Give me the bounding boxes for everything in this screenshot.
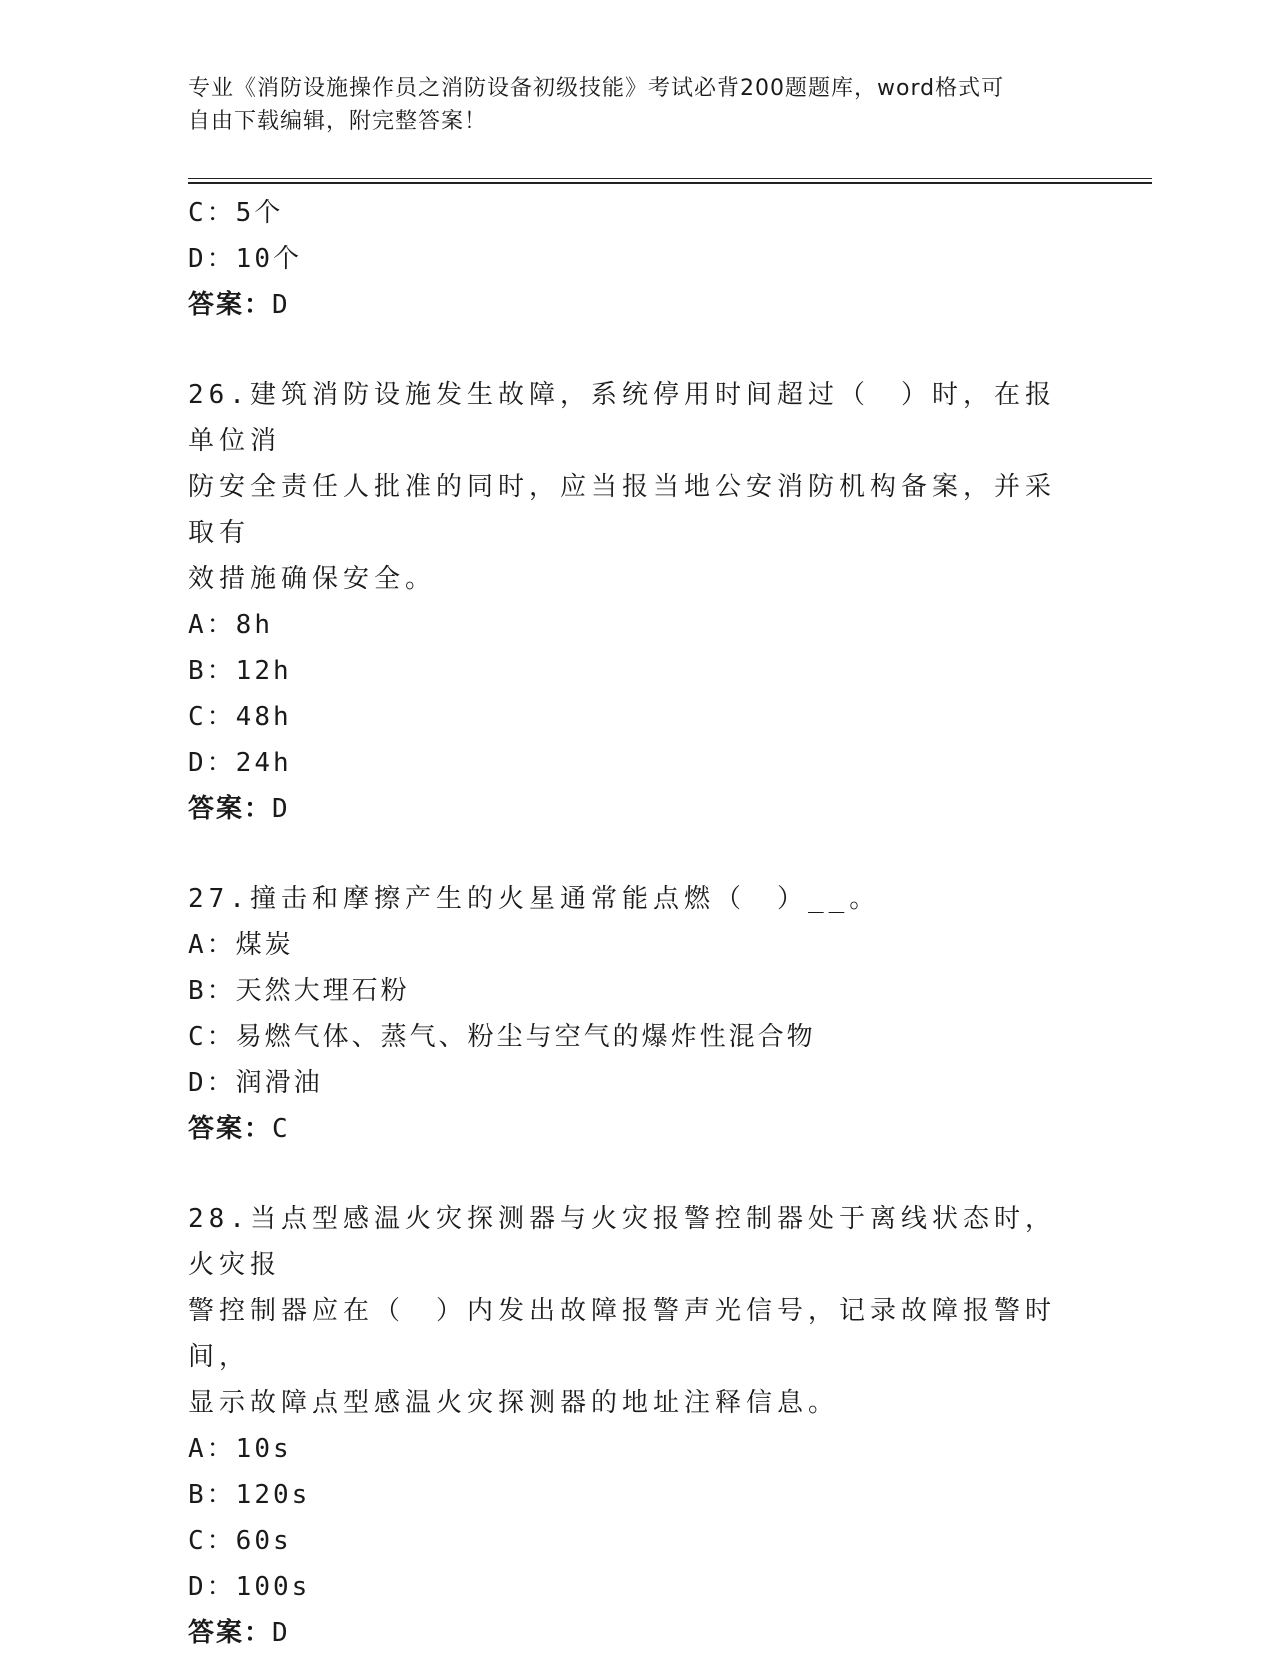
option-letter: D (188, 748, 207, 778)
option-letter: D (188, 244, 207, 274)
option-text: 8h (235, 610, 273, 640)
option-text: 天然大理石粉 (235, 976, 410, 1006)
stem-line: 撞击和摩擦产生的火星通常能点燃（ ）__。 (249, 884, 881, 914)
answer-value: C (272, 1114, 290, 1144)
option-letter: B (188, 976, 207, 1006)
option-text: 5个 (235, 198, 284, 228)
option-text: 煤炭 (235, 930, 294, 960)
answer-value: D (272, 794, 290, 824)
answer-line (188, 1106, 1088, 1152)
option-text: 10s (235, 1434, 292, 1464)
question-number: 28. (188, 1204, 250, 1234)
question-number: 26. (188, 380, 250, 410)
option-letter: D (188, 1572, 207, 1602)
option-letter: C (188, 702, 207, 732)
option-text: 60s (235, 1526, 292, 1556)
answer-label: 答案： (188, 1114, 273, 1144)
question-content (188, 190, 1088, 1656)
option-letter: A (188, 610, 207, 640)
option-letter: A (188, 1434, 207, 1464)
option-b: B：120s (188, 1480, 311, 1510)
header-divider-thin (188, 178, 1152, 179)
option-letter: A (188, 930, 207, 960)
option-c: C：60s (188, 1526, 292, 1556)
question-stem-line: 效措施确保安全。 (188, 564, 437, 594)
option-letter: B (188, 1480, 207, 1510)
answer-value: D (272, 1618, 290, 1648)
prev-question-block (188, 190, 1088, 328)
option-letter: B (188, 656, 207, 686)
question-27 (188, 876, 1088, 1152)
option-text: 易燃气体、蒸气、粉尘与空气的爆炸性混合物 (235, 1022, 816, 1052)
option-text: 10个 (235, 244, 302, 274)
option-d: D：润滑油 (188, 1068, 323, 1098)
option-letter: C (188, 1526, 207, 1556)
option-letter: C (188, 198, 207, 228)
option-a: A：10s (188, 1434, 292, 1464)
question-28 (188, 1196, 1088, 1656)
option-b: B：12h (188, 656, 292, 686)
option-b: B：天然大理石粉 (188, 976, 410, 1006)
option-text: 100s (235, 1572, 311, 1602)
option-text: 12h (235, 656, 292, 686)
option-letter: D (188, 1068, 207, 1098)
option-letter: C (188, 1022, 207, 1052)
question-26 (188, 372, 1088, 832)
answer-label: 答案： (188, 290, 273, 320)
option-a: A：煤炭 (188, 930, 294, 960)
stem-line: 当点型感温火灾探测器与火灾报警控制器处于离线状态时，火灾报 (188, 1204, 1056, 1280)
option-d: D：10个 (188, 244, 302, 274)
question-stem (188, 1196, 1068, 1288)
option-d: D：100s (188, 1572, 311, 1602)
answer-label: 答案： (188, 1618, 273, 1648)
question-stem-line: 显示故障点型感温火灾探测器的地址注释信息。 (188, 1388, 840, 1418)
header-line-2: 自由下载编辑，附完整答案！ (188, 109, 488, 134)
stem-line: 建筑消防设施发生故障，系统停用时间超过（ ）时，在报单位消 (188, 380, 1056, 456)
answer-value: D (272, 290, 290, 320)
question-number: 27. (188, 884, 250, 914)
header-divider-thick (188, 182, 1152, 184)
question-stem-line: 警控制器应在（ ）内发出故障报警声光信号，记录故障报警时间， (188, 1296, 1057, 1372)
answer-line (188, 282, 1088, 328)
answer-line (188, 1610, 1088, 1656)
option-text: 120s (235, 1480, 311, 1510)
question-stem (188, 876, 1068, 922)
question-stem-line: 防安全责任人批准的同时，应当报当地公安消防机构备案，并采取有 (188, 472, 1057, 548)
option-a: A：8h (188, 610, 273, 640)
question-stem (188, 372, 1068, 464)
header-line-1: 专业《消防设施操作员之消防设备初级技能》考试必背200题题库，word格式可 (188, 76, 1005, 101)
answer-label: 答案： (188, 794, 273, 824)
option-text: 24h (235, 748, 292, 778)
option-c: C：5个 (188, 198, 284, 228)
option-c: C：易燃气体、蒸气、粉尘与空气的爆炸性混合物 (188, 1022, 816, 1052)
answer-line (188, 786, 1088, 832)
option-text: 48h (235, 702, 292, 732)
option-d: D：24h (188, 748, 292, 778)
option-c: C：48h (188, 702, 292, 732)
option-text: 润滑油 (235, 1068, 323, 1098)
document-header (188, 72, 1088, 138)
